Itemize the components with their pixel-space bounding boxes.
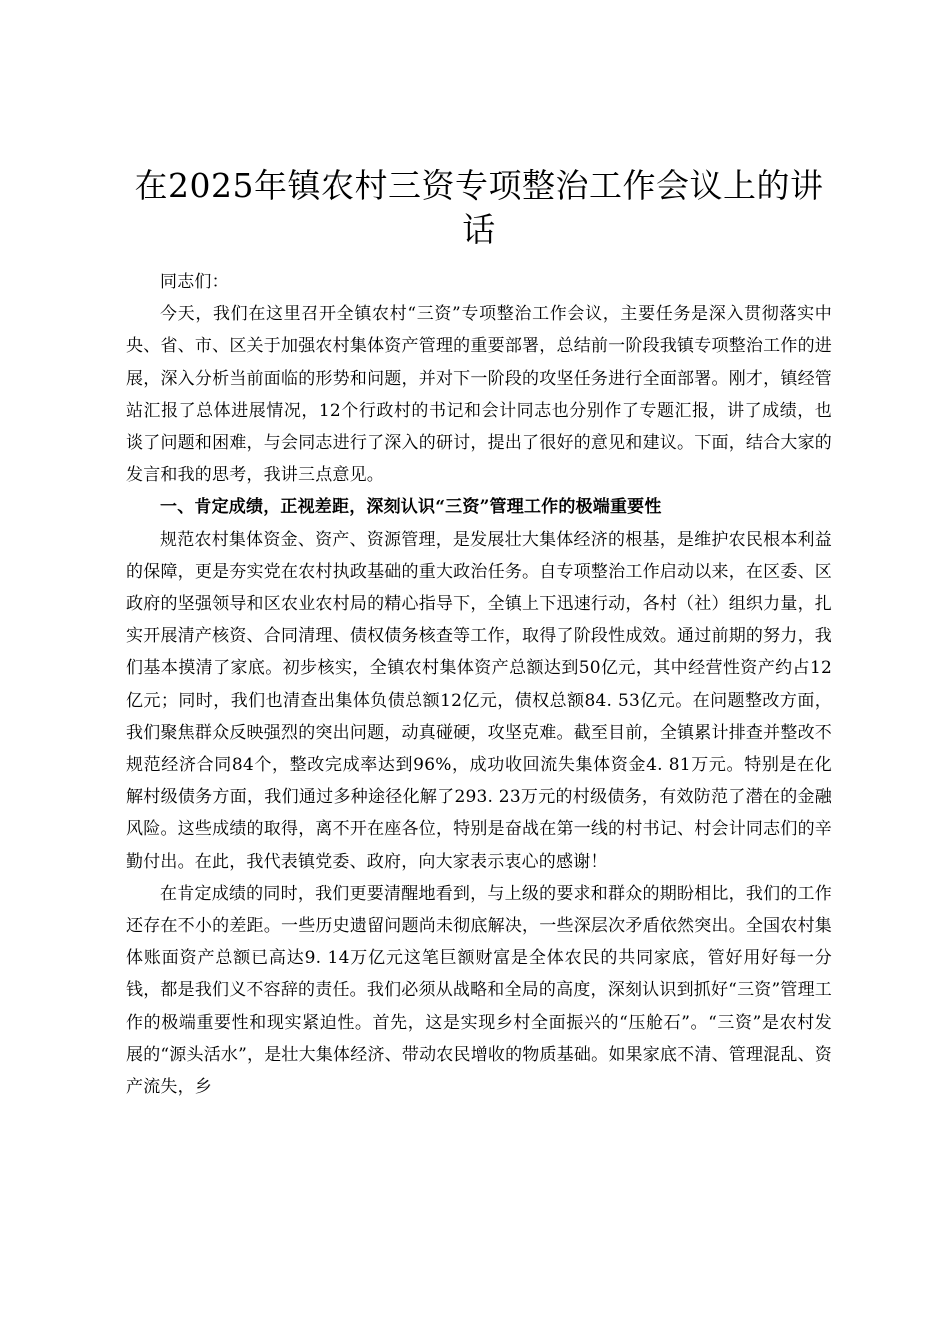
section1-paragraph-2: 在肯定成绩的同时，我们更要清醒地看到，与上级的要求和群众的期盼相比，我们的工作还存在不小的差距。一些历史遗留问题尚未彻底解决，一些深层次矛盾依然突出。全国农村集体账面资产总额已高达9. 14万亿元这笔巨额财富是全体农民的共同家底，管好用好每一分钱，都是我们义不容辞的责任。我们必须从战略和全局的高度，深刻认识到抓好“三资”管理工作的极端重要性和现实紧迫性。首先，这是实现乡村全面振兴的“压舱石”。“三资”是农村发展的“源头活水”，是壮大集体经济、带动农民增收的物质基础。如果家底不清、管理混乱、资产流失，乡 — [126, 883, 832, 1098]
document-title: 在2025年镇农村三资专项整治工作会议上的讲话 — [134, 166, 824, 249]
intro-paragraph: 今天，我们在这里召开全镇农村“三资”专项整治工作会议，主要任务是深入贯彻落实中央、省、市、区关于加强农村集体资产管理的重要部署，总结前一阶段我镇专项整治工作的进展，深入分析当前面临的形势和问题，并对下一阶段的攻坚任务进行全面部署。刚才，镇经管站汇报了总体进展情况，12个行政村的书记和会计同志也分别作了专题汇报，讲了成绩，也谈了问题和困难，与会同志进行了深入的研讨，提出了很好的意见和建议。下面，结合大家的发言和我的思考，我讲三点意见。 — [126, 304, 832, 486]
salutation: 同志们： — [160, 272, 229, 292]
section1-paragraph-1: 规范农村集体资金、资产、资源管理，是发展壮大集体经济的根基，是维护农民根本利益的保障，更是夯实党在农村执政基础的重大政治任务。自专项整治工作启动以来，在区委、区政府的坚强领导和区农业农村局的精心指导下，全镇上下迅速行动，各村（社）组织力量，扎实开展清产核资、合同清理、债权债务核查等工作，取得了阶段性成效。通过前期的努力，我们基本摸清了家底。初步核实，全镇农村集体资产总额达到50亿元，其中经营性资产约占12亿元；同时，我们也清查出集体负债总额12亿元，债权总额84. 53亿元。在问题整改方面，我们聚焦群众反映强烈的突出问题，动真碰硬，攻坚克难。截至目前，全镇累计排查并整改不规范经济合同84个，整改完成率达到96%，成功收回流失集体资金4. 81万元。特别是在化解村级债务方面，我们通过多种途径化解了293. 23万元的村级债务，有效防范了潜在的金融风险。这些成绩的取得，离不开在座各位，特别是奋战在第一线的村书记、村会计同志们的辛勤付出。在此，我代表镇党委、政府，向大家表示衷心的感谢！ — [126, 529, 832, 872]
section-heading-1: 一、肯定成绩，正视差距，深刻认识“三资”管理工作的极端重要性 — [160, 497, 662, 518]
document-body — [126, 164, 832, 1103]
